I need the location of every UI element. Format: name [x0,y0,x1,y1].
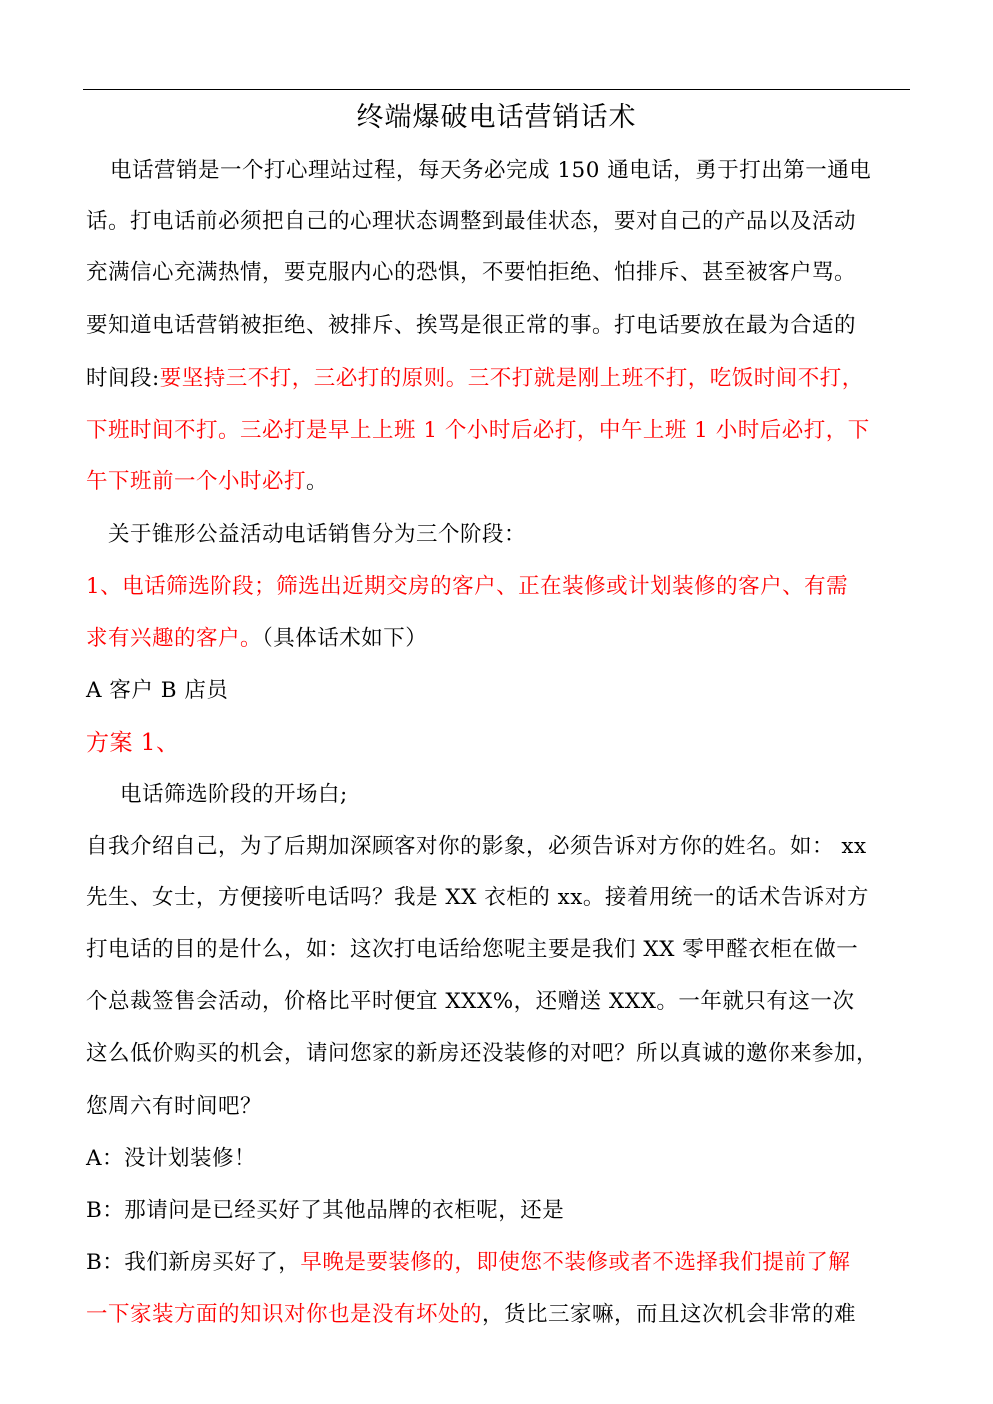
body-text: 充满信心充满热情，要克服内心的恐惧，不要怕拒绝、怕排斥、甚至被客户骂。 [86,260,857,285]
body-line [86,728,906,758]
highlighted-text: 1、电话筛选阶段；筛选出近期交房的客户、正在装修或计划装修的客户、有需 [86,574,849,599]
highlighted-text: 方案 1、 [86,730,180,756]
body-line [86,467,906,497]
highlighted-text: 下班时间不打。三必打是早上上班 1 个小时后必打，中午上班 1 小时后必打，下 [86,418,870,443]
body-text: 话。打电话前必须把自己的心理状态调整到最佳状态，要对自己的产品以及活动 [86,209,857,234]
body-text: 打电话的目的是什么，如：这次打电话给您呢主要是我们 XX 零甲醛衣柜在做一 [86,937,859,962]
body-text: B：那请问是已经买好了其他品牌的衣柜呢，还是 [86,1198,565,1223]
body-text: 这么低价购买的机会，请问您家的新房还没装修的对吧？所以真诚的邀你来参加， [86,1041,879,1066]
header-rule [83,89,910,90]
body-line [86,364,906,394]
body-text: 关于锥形公益活动电话销售分为三个阶段： [108,522,527,547]
body-text: B：我们新房买好了， [86,1250,301,1275]
body-text: 时间段: [86,366,160,391]
body-text: 电话营销是一个打心理站过程，每天务必完成 150 通电话，勇于打出第一通电 [110,158,872,183]
body-text: A：没计划装修！ [86,1146,257,1171]
body-line [86,572,906,602]
highlighted-text: 早晚是要装修的，即使您不装修或者不选择我们提前了解 [300,1250,851,1275]
body-line [86,1092,906,1122]
body-line [120,780,940,810]
body-text: A 客户 B 店员 [86,678,229,703]
body-line [108,520,928,550]
body-line [86,1144,906,1174]
highlighted-text: 求有兴趣的客户。 [86,626,263,651]
body-text: 。 [306,469,329,494]
body-text: 自我介绍自己，为了后期加深顾客对你的影象，必须告诉对方你的姓名。如： xx [86,834,867,859]
body-text: 个总裁签售会活动，价格比平时便宜 XXX%，还赠送 XXX。一年就只有这一次 [86,989,855,1014]
body-line [86,883,906,913]
body-line [86,676,906,706]
body-line [86,1196,906,1226]
body-text: ，货比三家嘛，而且这次机会非常的难 [482,1302,857,1327]
body-text: （具体话术如下） [262,626,428,651]
body-text: 电话筛选阶段的开场白; [120,782,348,807]
body-line [86,624,906,654]
body-line [86,1248,906,1278]
body-text: 要知道电话营销被拒绝、被排斥、挨骂是很正常的事。打电话要放在最为合适的 [86,313,857,338]
highlighted-text: 午下班前一个小时必打 [86,469,307,494]
body-line [86,1300,906,1330]
body-line [86,207,906,237]
body-line [86,1039,906,1069]
body-line [86,832,906,862]
body-line [86,935,906,965]
highlighted-text: 一下家装方面的知识对你也是没有坏处的 [86,1302,483,1327]
body-line [86,416,906,446]
body-line [110,156,930,186]
body-line [86,311,906,341]
body-line [86,258,906,288]
body-text: 先生、女士，方便接听电话吗？我是 XX 衣柜的 xx。接着用统一的话术告诉对方 [86,885,869,910]
document-title: 终端爆破电话营销话术 [356,102,637,133]
highlighted-text: 要坚持三不打，三必打的原则。三不打就是刚上班不打，吃饭时间不打， [159,366,864,391]
body-text: 您周六有时间吧？ [86,1094,263,1119]
body-line [86,987,906,1017]
